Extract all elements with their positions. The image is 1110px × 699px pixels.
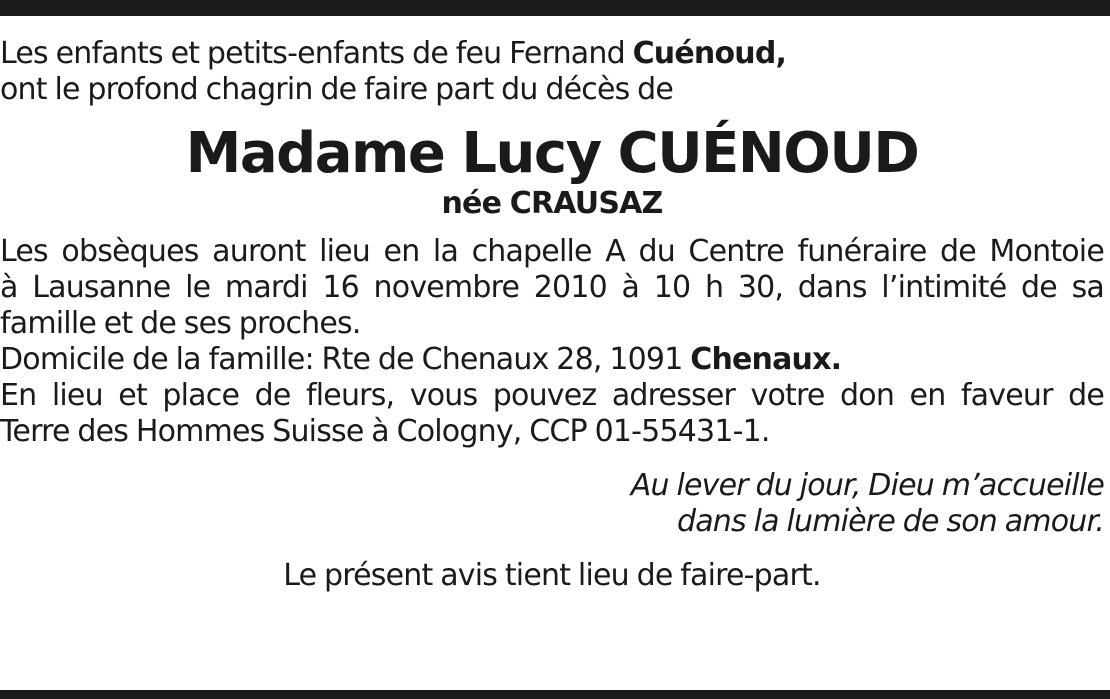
quote-line-1: Au lever du jour, Dieu m’accueille [630,468,1104,503]
domicile-text: Domicile de la famille: Rte de Chenaux 28, 1091 [0,342,691,377]
domicile-locality-bold: Chenaux. [690,342,842,377]
domicile-line [0,342,1104,378]
funeral-line-1: Les obsèques auront lieu en la chapelle A du Centre funéraire de Montoie [0,234,1104,269]
bottom-border-rule [0,690,1110,699]
footer-notice: Le présent avis tient lieu de faire-part. [283,558,821,593]
intro-line-1 [0,36,1104,72]
donation-line-1: En lieu et place de fleurs, vous pouvez adresser votre don en faveur de [0,378,1104,413]
funeral-line-3: famille et de ses proches. [0,306,361,341]
funeral-line-2: à Lausanne le mardi 16 novembre 2010 à 10 h 30, dans l’intimité de sa [0,270,1104,305]
maiden-name: née CRAUSAZ [441,186,663,221]
intro-text: Les enfants et petits-enfants de feu Fernand [0,36,633,71]
family-name-bold: Cuénoud, [632,36,787,71]
donation-line-2: Terre des Hommes Suisse à Cologny, CCP 01-55431-1. [0,414,770,449]
intro-line-2: ont le profond chagrin de faire part du décès de [0,72,674,107]
obituary-notice [0,36,1104,594]
quote-line-2: dans la lumière de son amour. [676,504,1104,539]
deceased-name: Madame Lucy CUÉNOUD [185,121,919,186]
top-border-rule [0,0,1110,16]
memorial-quote [0,468,1104,540]
